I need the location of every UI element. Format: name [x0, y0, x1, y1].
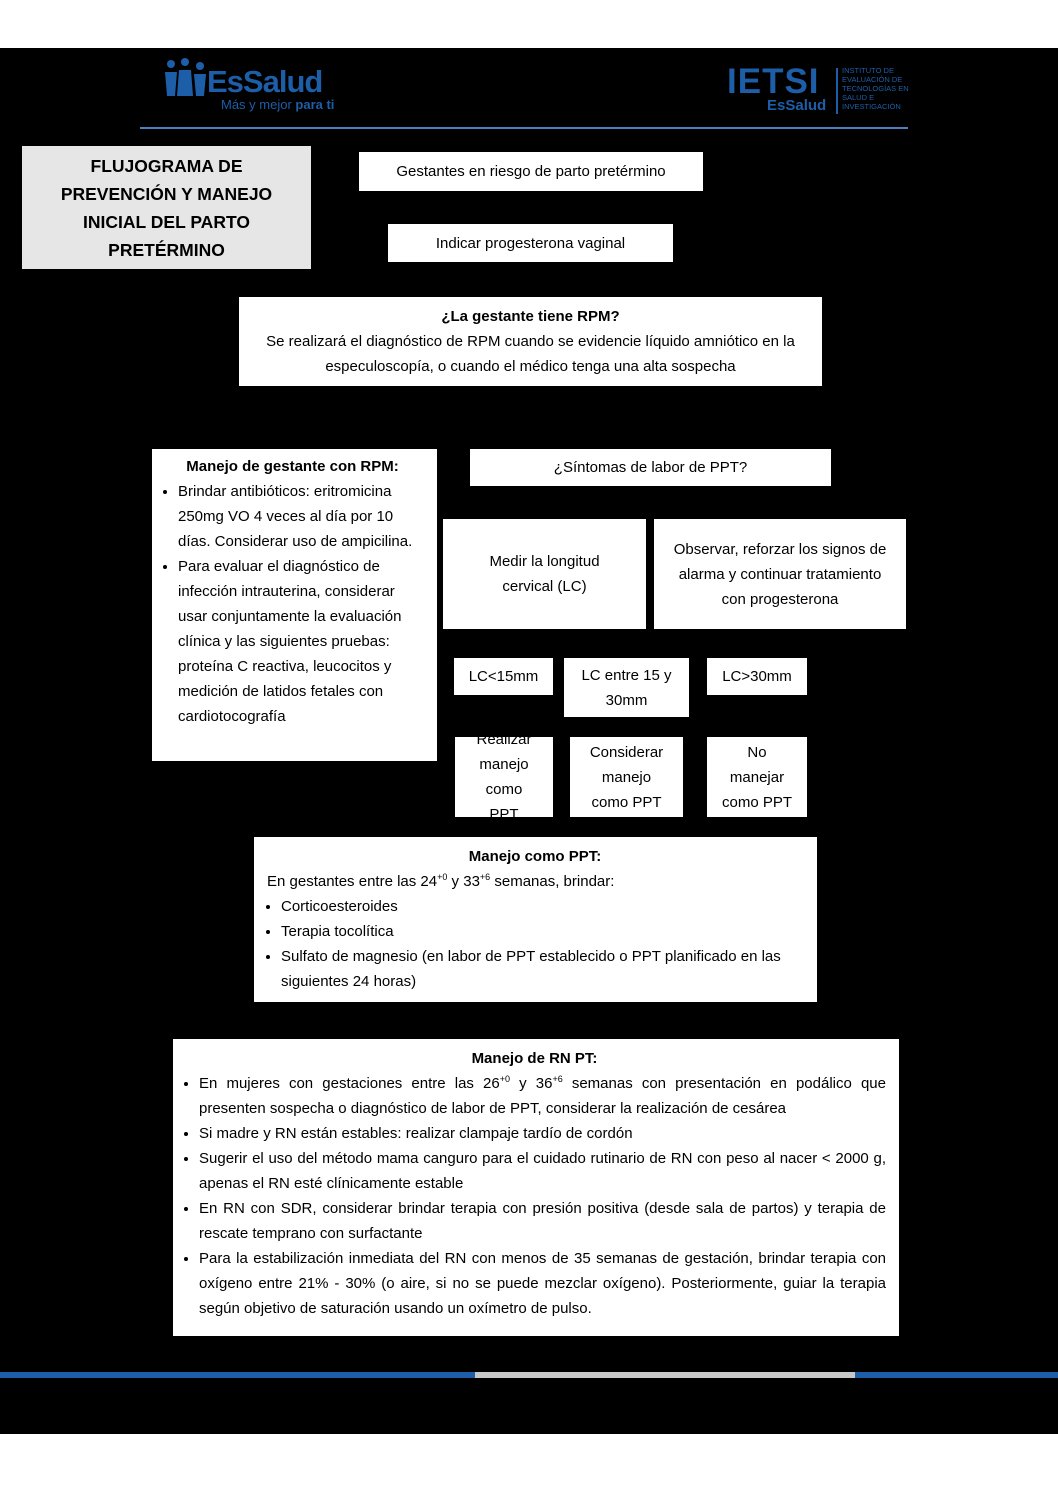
manejo-ppt-title: Manejo como PPT: — [468, 848, 602, 865]
item-sup: +6 — [552, 1074, 563, 1084]
node-lc-lt15-text: LC<15mm — [468, 668, 539, 685]
list-item: • Terapia tocolítica — [281, 919, 803, 944]
footer-stripe-blue-right — [855, 1372, 1058, 1378]
list-item: • Corticoesteroides — [281, 894, 803, 919]
ietsi-logo-text: IETSI — [727, 62, 820, 101]
manejo-ppt-list — [267, 894, 803, 994]
ietsi-line: EVALUACIÓN DE — [842, 75, 903, 84]
node-lc-15-30 — [564, 658, 689, 717]
manejo-rn-title: Manejo de RN PT: — [471, 1050, 598, 1067]
node-sintomas — [470, 449, 831, 486]
ietsi-institute-name — [842, 66, 912, 111]
node-progesterona — [388, 224, 673, 262]
list-item: • En RN con SDR, considerar brindar terapia con presión positiva (desde sala de partos) y terapia de rescate temprano con surfactante — [199, 1196, 886, 1246]
flowchart-title-text: FLUJOGRAMA DE PREVENCIÓN Y MANEJO INICIAL DEL PARTO PRETÉRMINO — [60, 155, 273, 260]
tagline-bold: para ti — [295, 97, 335, 112]
node-medir-lc — [443, 519, 646, 629]
node-considerar — [570, 737, 683, 817]
list-item: • Brindar antibióticos: eritromicina 250mg VO 4 veces al día por 10 días. Considerar uso de ampicilina. — [178, 479, 425, 554]
node-considerar-text: Considerar manejo como PPT — [589, 743, 664, 811]
item-text: En mujeres con gestaciones entre las 26 — [199, 1075, 500, 1092]
list-item — [199, 1071, 886, 1121]
item-text: y 36 — [510, 1075, 553, 1092]
node-gestantes — [359, 152, 703, 191]
item-sup: +0 — [499, 1074, 510, 1084]
list-item: • Para evaluar el diagnóstico de infección intrauterina, considerar usar conjuntamente la evaluación clínica y las siguientes pruebas: proteína C reactiva, leucocitos y medición de latidos fetales con cardiotocografía — [178, 554, 425, 729]
intro-sup: +0 — [437, 872, 448, 882]
footer-stripe-gray — [475, 1372, 855, 1378]
node-lc-15-30-text: LC entre 15 y 30mm — [581, 666, 672, 709]
node-manejo-ppt — [254, 837, 817, 1002]
node-lc-lt15 — [454, 658, 553, 695]
node-lc-gt30-text: LC>30mm — [722, 668, 792, 685]
intro-text: y 33 — [447, 873, 480, 890]
tagline-plain: Más y mejor — [221, 97, 296, 112]
node-progesterona-text: Indicar progesterona vaginal — [435, 234, 626, 252]
node-observar — [654, 519, 906, 629]
node-observar-text: Observar, reforzar los signos de alarma y continuar tratamiento con progesterona — [673, 540, 887, 608]
node-realizar — [455, 731, 553, 823]
manejo-rpm-list — [160, 479, 425, 729]
essalud-tagline — [221, 97, 334, 112]
node-no-manejar — [707, 737, 807, 817]
intro-sup: +6 — [479, 872, 491, 882]
ietsi-divider — [836, 68, 838, 114]
list-item: • Sugerir el uso del método mama canguro para el cuidado rutinario de RN con peso al nacer < 2000 g, apenas el RN esté clínicamente estable — [199, 1146, 886, 1196]
header-divider — [140, 127, 908, 129]
node-sintomas-text: ¿Síntomas de labor de PPT? — [553, 459, 748, 476]
node-gestantes-text: Gestantes en riesgo de parto pretérmino — [396, 163, 666, 180]
node-realizar-text: Realizar manejo como PPT — [476, 731, 532, 823]
essalud-logo-icon — [163, 58, 208, 98]
node-medir-lc-text: Medir la longitud cervical (LC) — [489, 553, 600, 595]
node-rpm-question — [239, 297, 822, 386]
manejo-rpm-title: Manejo de gestante con RPM: — [186, 458, 399, 475]
list-item: • Si madre y RN están estables: realizar clampaje tardío de cordón — [199, 1121, 886, 1146]
ietsi-line: SALUD E — [842, 93, 875, 102]
ietsi-logo-sub: EsSalud — [767, 97, 827, 114]
node-manejo-rn — [173, 1039, 899, 1336]
rpm-question-text: Se realizará el diagnóstico de RPM cuando se evidencie líquido amniótico en la especuloscopía, o cuando el médico tenga una alta sospecha — [266, 333, 795, 375]
footer-stripe-blue — [0, 1372, 475, 1378]
intro-text: semanas, brindar: — [490, 873, 615, 890]
node-no-manejar-text: No manejar como PPT — [721, 743, 793, 811]
intro-text: En gestantes entre las 24 — [267, 873, 438, 890]
list-item: • Sulfato de magnesio (en labor de PPT establecido o PPT planificado en las siguientes 24 horas) — [281, 944, 803, 994]
ietsi-line: TECNOLOGÍAS EN — [842, 84, 909, 93]
manejo-rn-list — [183, 1071, 886, 1321]
item-text: semanas con presentación en podálico que presenten sospecha o diagnóstico de labor de PPT, considerar la realización de cesárea — [199, 1075, 886, 1117]
manejo-ppt-intro — [267, 869, 803, 894]
node-lc-gt30 — [707, 658, 807, 695]
essalud-logo-text: EsSalud — [207, 64, 323, 99]
ietsi-line: INSTITUTO DE — [842, 66, 894, 75]
rpm-question-title: ¿La gestante tiene RPM? — [441, 308, 620, 325]
flowchart-title — [22, 146, 311, 269]
ietsi-line: INVESTIGACIÓN — [842, 102, 901, 111]
node-manejo-rpm — [152, 449, 437, 761]
list-item: • Para la estabilización inmediata del RN con menos de 35 semanas de gestación, brindar terapia con oxígeno entre 21% - 30% (o aire, si no se puede mezclar oxígeno). Posteriormente, guiar la terapia según objetivo de saturación usando un oxímetro de pulso. — [199, 1246, 886, 1321]
